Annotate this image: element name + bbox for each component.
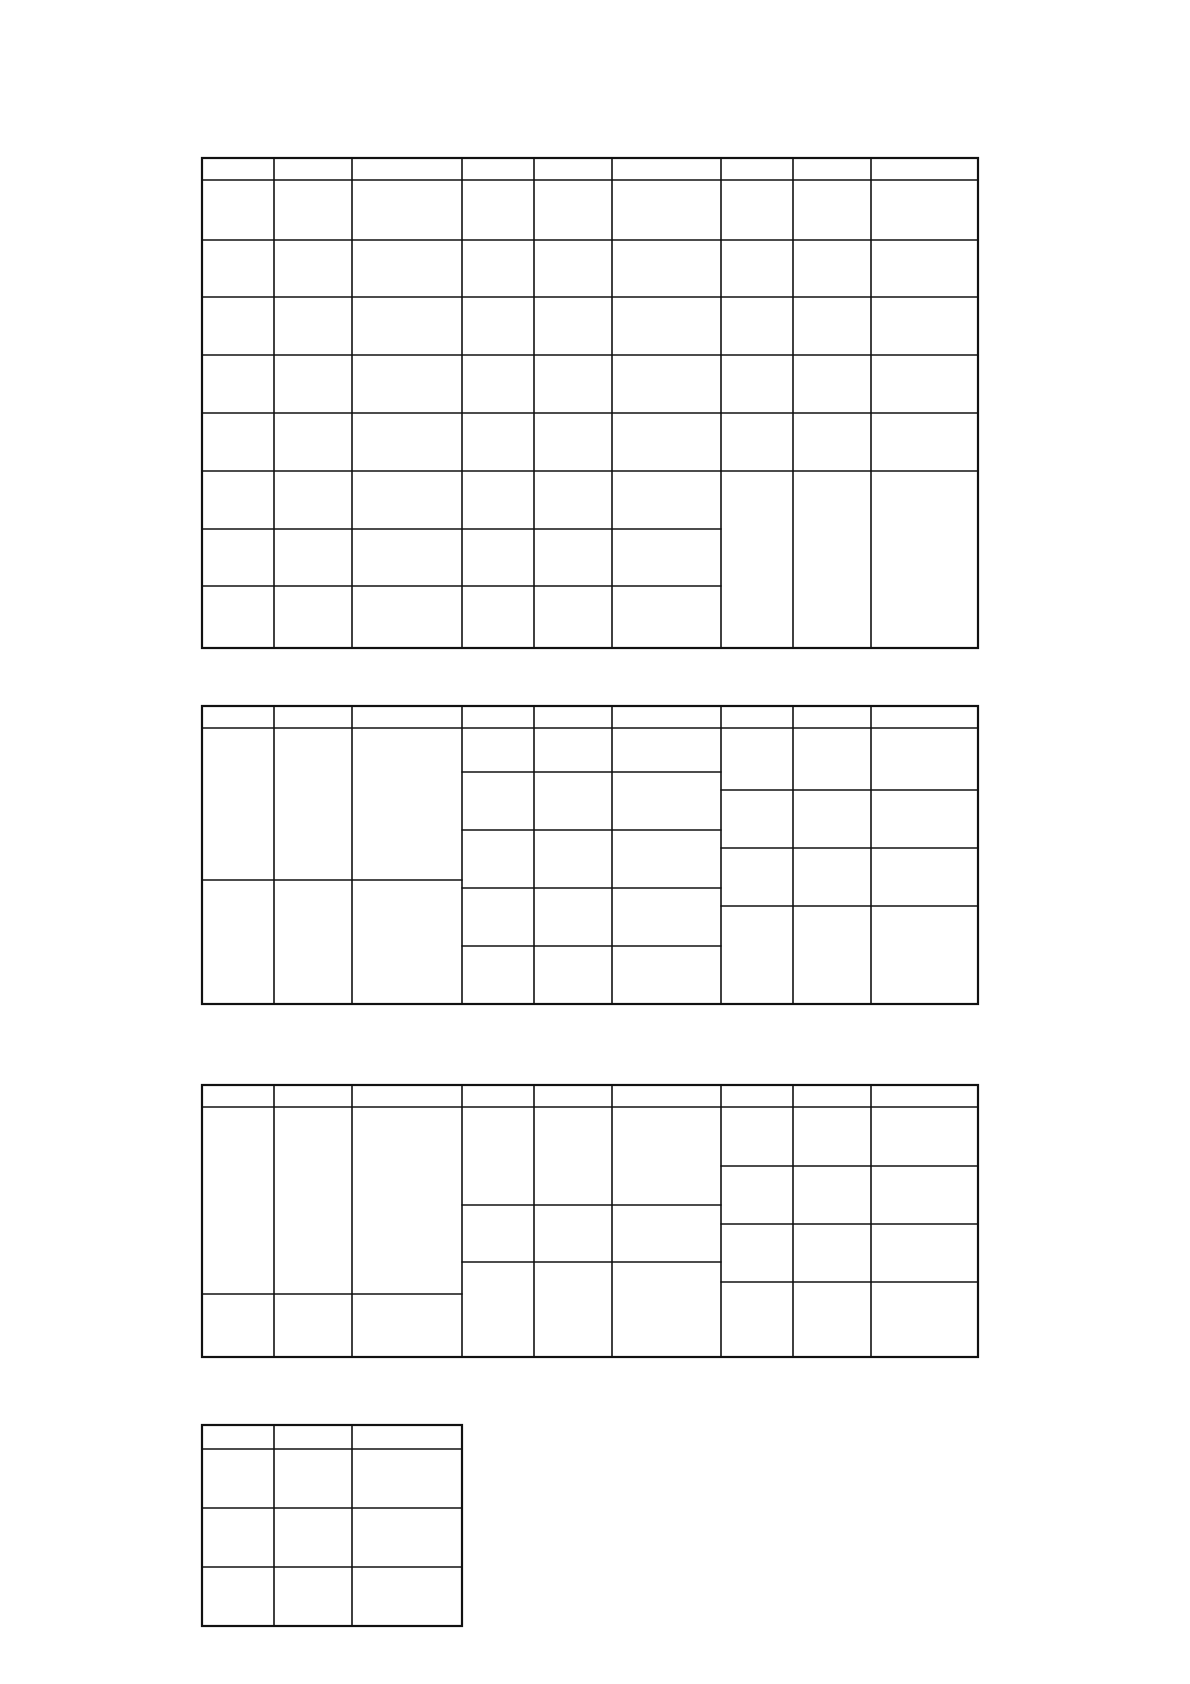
table-border: [202, 1085, 978, 1357]
table-2: [202, 706, 978, 1004]
table-border: [202, 706, 978, 1004]
table-border: [202, 1425, 462, 1626]
table-border: [202, 158, 978, 648]
table-4: [202, 1425, 462, 1626]
table-3: [202, 1085, 978, 1357]
table-1: [202, 158, 978, 648]
